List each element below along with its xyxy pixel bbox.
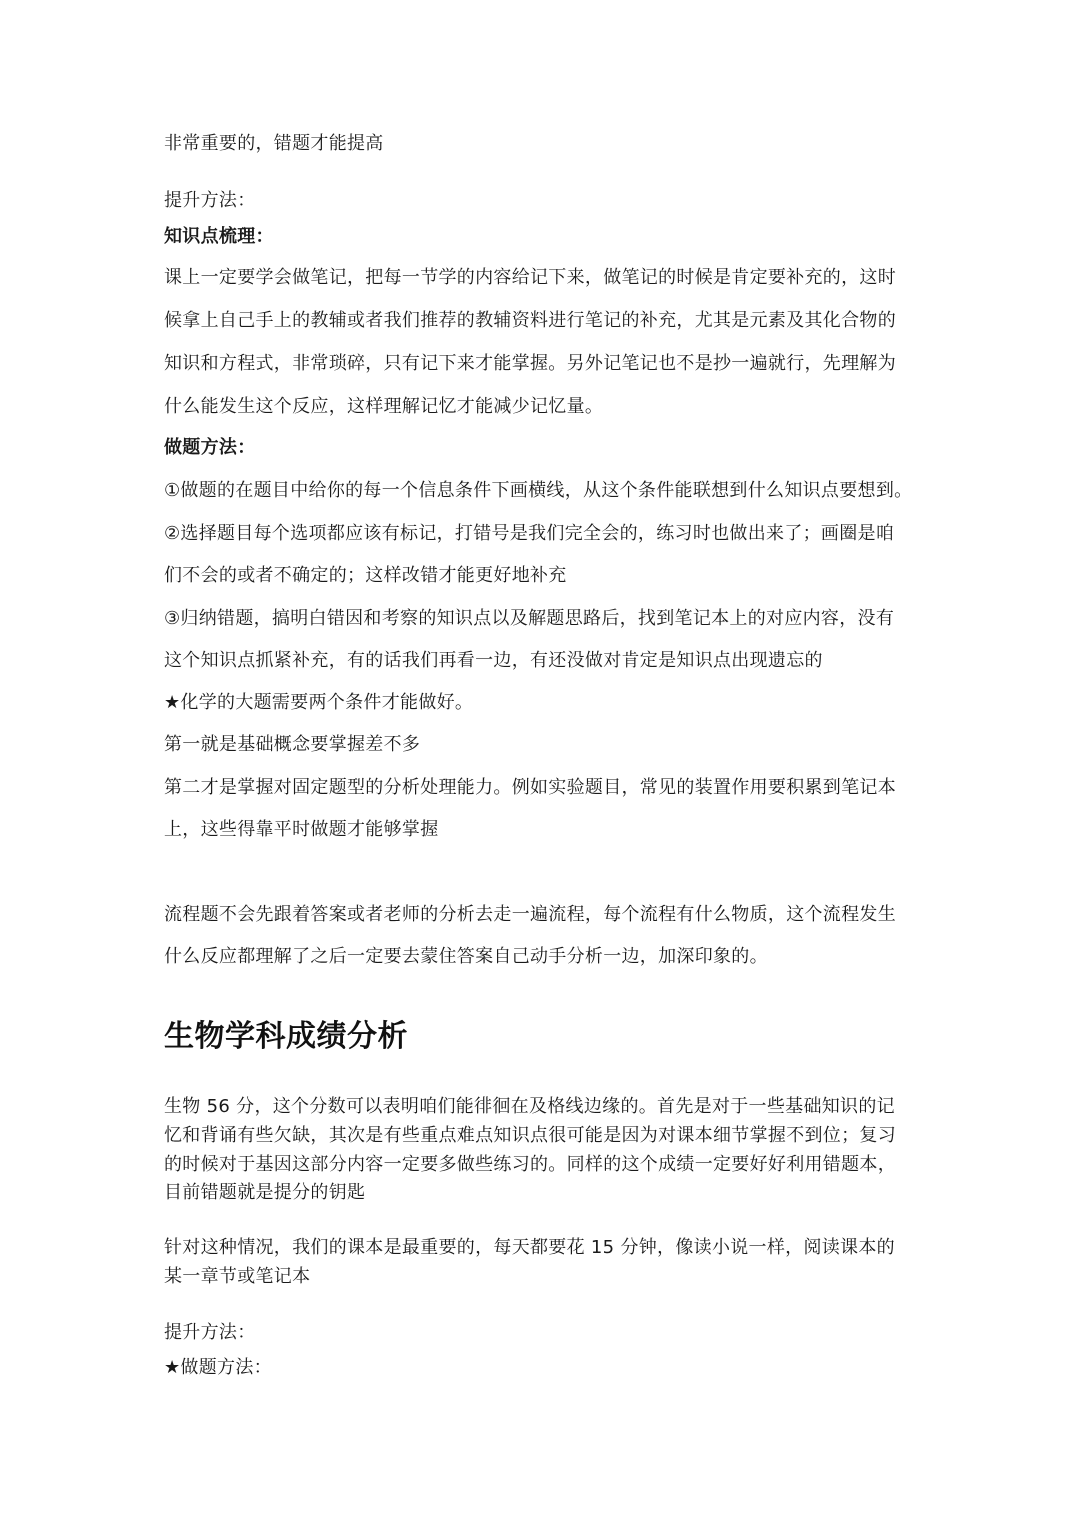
- text-line: 什么能发生这个反应，这样理解记忆才能减少记忆量。: [164, 396, 604, 417]
- text-line: 生物 56 分，这个分数可以表明咱们能徘徊在及格线边缘的。首先是对于一些基础知识的记: [164, 1096, 895, 1117]
- text-line: 的时候对于基因这部分内容一定要多做些练习的。同样的这个成绩一定要好好利用错题本，: [164, 1154, 896, 1175]
- text-line: 忆和背诵有些欠缺，其次是有些重点难点知识点很可能是因为对课本细节掌握不到位；复习: [164, 1125, 896, 1146]
- text-line: ②选择题目每个选项都应该有标记，打错号是我们完全会的，练习时也做出来了；画圈是咱: [164, 523, 895, 544]
- biology-section-heading: 生物学科成绩分析: [164, 1019, 408, 1054]
- text-line: 知识和方程式，非常琐碎，只有记下来才能掌握。另外记笔记也不是抄一遍就行，先理解为: [164, 353, 896, 374]
- text-line: ①做题的在题目中给你的每一个信息条件下画横线，从这个条件能联想到什么知识点要想到。: [164, 480, 913, 501]
- text-line: ③归纳错题，搞明白错因和考察的知识点以及解题思路后，找到笔记本上的对应内容，没有: [164, 608, 895, 629]
- text-line: 第二才是掌握对固定题型的分析处理能力。例如实验题目，常见的装置作用要积累到笔记本: [164, 777, 896, 798]
- subheading-problem-method: 做题方法：: [164, 437, 256, 458]
- text-line: 提升方法：: [164, 190, 256, 211]
- text-line: 针对这种情况，我们的课本是最重要的，每天都要花 15 分钟，像读小说一样，阅读课本的: [164, 1237, 895, 1258]
- text-line: 第一就是基础概念要掌握差不多: [164, 734, 421, 755]
- text-line: ★化学的大题需要两个条件才能做好。: [164, 692, 474, 713]
- text-line: ★做题方法：: [164, 1357, 272, 1378]
- text-line: 这个知识点抓紧补充，有的话我们再看一边，有还没做对肯定是知识点出现遗忘的: [164, 650, 823, 671]
- text-line: 非常重要的，错题才能提高: [164, 133, 384, 154]
- text-line: 上，这些得靠平时做题才能够掌握: [164, 819, 439, 840]
- text-line: 目前错题就是提分的钥匙: [164, 1182, 366, 1203]
- text-line: 什么反应都理解了之后一定要去蒙住答案自己动手分析一边，加深印象的。: [164, 946, 768, 967]
- text-line: 课上一定要学会做笔记，把每一节学的内容给记下来，做笔记的时候是肯定要补充的，这时: [164, 267, 896, 288]
- text-line: 们不会的或者不确定的；这样改错才能更好地补充: [164, 565, 567, 586]
- subheading-knowledge-points: 知识点梳理：: [164, 226, 274, 247]
- text-line: 候拿上自己手上的教辅或者我们推荐的教辅资料进行笔记的补充，尤其是元素及其化合物的: [164, 310, 896, 331]
- text-line: 流程题不会先跟着答案或者老师的分析去走一遍流程，每个流程有什么物质，这个流程发生: [164, 904, 896, 925]
- text-line: 提升方法：: [164, 1322, 256, 1343]
- text-line: 某一章节或笔记本: [164, 1266, 311, 1287]
